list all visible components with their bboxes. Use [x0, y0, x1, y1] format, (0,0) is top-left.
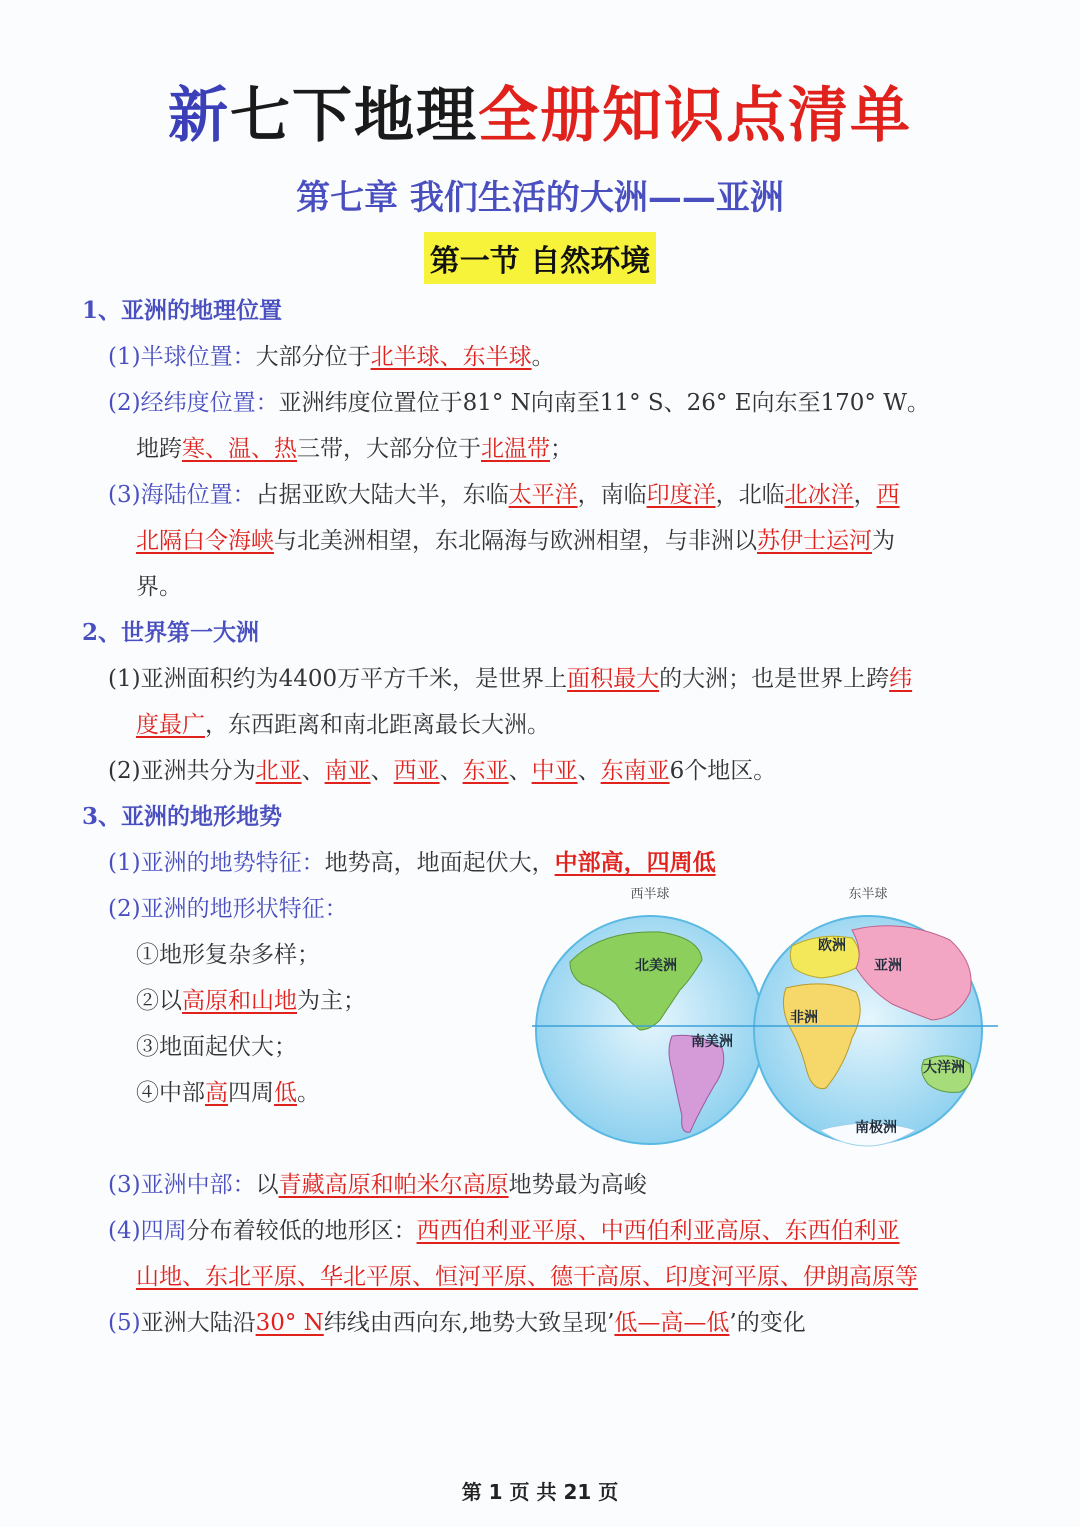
list-item: [136, 1078, 320, 1108]
label: (5): [108, 1310, 141, 1336]
text: 分布着较低的地形区：: [186, 1218, 417, 1244]
heading-2: 2、世界第一大洲: [82, 619, 260, 646]
list-item: ①地形复杂多样；: [136, 942, 320, 968]
keyword: 苏伊士运河: [757, 528, 872, 554]
sep: 、: [508, 758, 532, 784]
para-hemisphere: [108, 342, 555, 372]
sep: 、: [577, 758, 601, 784]
text: 纬线由西向东,地势大致呈现’: [323, 1310, 615, 1336]
section-title: 第一节 自然环境: [424, 232, 656, 284]
text: 以: [255, 1172, 279, 1198]
list-item: [136, 986, 366, 1016]
heading-3: 3、亚洲的地形地势: [82, 803, 283, 830]
region: 南亚: [324, 758, 371, 784]
keyword: 低—高—低: [614, 1310, 730, 1336]
text: (2)亚洲共分为: [108, 758, 256, 784]
keyword: 太平洋: [508, 482, 578, 508]
para-terrain-trend: [108, 848, 716, 878]
keyword: 度最广: [136, 712, 205, 738]
text: ，东西距离和南北距离最长大洲。: [205, 712, 550, 738]
text: 与北美洲相望，东北隔海与欧洲相望，与非洲以: [274, 528, 757, 554]
keyword: 青藏高原和帕米尔高原: [278, 1172, 509, 1198]
text: ’的变化: [729, 1310, 806, 1336]
keyword: 西西伯利亚平原、中西伯利亚高原、东西伯利亚: [416, 1218, 900, 1244]
label: (2)经纬度位置：: [108, 390, 279, 416]
label-africa: 非洲: [790, 1010, 818, 1026]
region: 北亚: [255, 758, 302, 784]
keyword: 高: [205, 1080, 228, 1106]
text: (1)亚洲面积约为4400万平方千米，是世界上: [108, 666, 568, 692]
text: 为: [872, 528, 895, 554]
para-area-cont: [136, 710, 550, 740]
keyword: 北隔白令海峡: [136, 528, 274, 554]
para-30n-profile: [108, 1308, 806, 1338]
keyword: 印度洋: [646, 482, 716, 508]
para-terrain-shape: (2)亚洲的地形状特征：: [108, 896, 348, 922]
region: 东南亚: [600, 758, 670, 784]
chapter-title: 第七章 我们生活的大洲——亚洲: [296, 178, 784, 218]
label: (4)四周: [108, 1218, 187, 1244]
list-item: ③地面起伏大；: [136, 1034, 297, 1060]
text: 。: [531, 344, 555, 370]
text: ；: [550, 436, 573, 462]
para-regions: [108, 756, 776, 786]
text: 大部分位于: [255, 344, 371, 370]
label: (3)亚洲中部：: [108, 1172, 256, 1198]
text: 三带，大部分位于: [297, 436, 481, 462]
heading-1: 1、亚洲的地理位置: [82, 297, 283, 324]
text: 6个地区。: [669, 758, 777, 784]
label-asia: 亚洲: [874, 958, 902, 974]
keyword: 寒、温、热: [182, 436, 297, 462]
label-oceania: 大洋洲: [923, 1060, 965, 1076]
text: ，北临: [715, 482, 785, 508]
keyword: 30° N: [255, 1310, 324, 1336]
keyword: 北半球、东半球: [370, 344, 532, 370]
sep: 、: [370, 758, 394, 784]
keyword: 西: [876, 482, 900, 508]
region: 中亚: [531, 758, 578, 784]
text: 地势高，地面起伏大，: [324, 850, 555, 876]
text: 。: [297, 1080, 320, 1106]
region: 东亚: [462, 758, 509, 784]
text: ④中部: [136, 1080, 205, 1106]
title-part-3: 全册知识点清单: [478, 81, 912, 151]
section-title-wrap: [0, 232, 1080, 284]
para-sea: [108, 480, 900, 510]
keyword: 纬: [889, 666, 913, 692]
text: 地跨: [136, 436, 182, 462]
region: 西亚: [393, 758, 440, 784]
world-hemispheres-map: [530, 880, 1000, 1150]
text: 四周: [228, 1080, 274, 1106]
text: 亚洲大陆沿: [140, 1310, 256, 1336]
keyword: 北冰洋: [784, 482, 854, 508]
para-surrounding-lowlands-cont: [136, 1262, 918, 1292]
text: 占据亚欧大陆大半，东临: [255, 482, 509, 508]
title-part-1: 新: [168, 81, 230, 151]
keyword: 山地、东北平原、华北平原、恒河平原、德干高原、印度河平原、伊朗高原等: [136, 1264, 918, 1290]
para-latlon: [108, 388, 930, 418]
para-latlon-cont: [136, 434, 573, 464]
text: 亚洲纬度位置位于81° N向南至11° S、26° E向东至170° W。: [278, 390, 930, 416]
keyword: 中部高，四周低: [554, 849, 716, 876]
para-surrounding-lowlands: [108, 1216, 900, 1246]
label-south-america: 南美洲: [691, 1034, 733, 1050]
keyword: 北温带: [481, 436, 550, 462]
text: 地势最为高峻: [508, 1172, 647, 1198]
main-title: [0, 68, 1080, 154]
west-hemisphere-label: 西半球: [630, 887, 670, 902]
sep: 、: [301, 758, 325, 784]
label-antarctica: 南极洲: [855, 1120, 897, 1136]
label: (1)半球位置：: [108, 344, 256, 370]
keyword: 高原和山地: [182, 988, 297, 1014]
text: ，南临: [577, 482, 647, 508]
sep: 、: [439, 758, 463, 784]
keyword: 低: [274, 1080, 297, 1106]
east-hemisphere-label: 东半球: [848, 887, 888, 902]
text: 为主；: [297, 988, 366, 1014]
label-europe: 欧洲: [818, 938, 846, 954]
text: ，: [853, 482, 877, 508]
text: 的大洲；也是世界上跨: [659, 666, 890, 692]
label: (1)亚洲的地势特征：: [108, 850, 325, 876]
para-area: [108, 664, 912, 694]
para-central-asia: [108, 1170, 647, 1200]
title-part-2: 七下地理: [230, 81, 478, 151]
page-footer: 第 1 页 共 21 页: [461, 1480, 619, 1504]
label: (3)海陆位置：: [108, 482, 256, 508]
label-north-america: 北美洲: [635, 958, 677, 974]
keyword: 面积最大: [567, 666, 660, 692]
text: ②以: [136, 988, 182, 1014]
para-sea-cont2: 界。: [136, 574, 182, 600]
para-sea-cont: [136, 526, 895, 556]
